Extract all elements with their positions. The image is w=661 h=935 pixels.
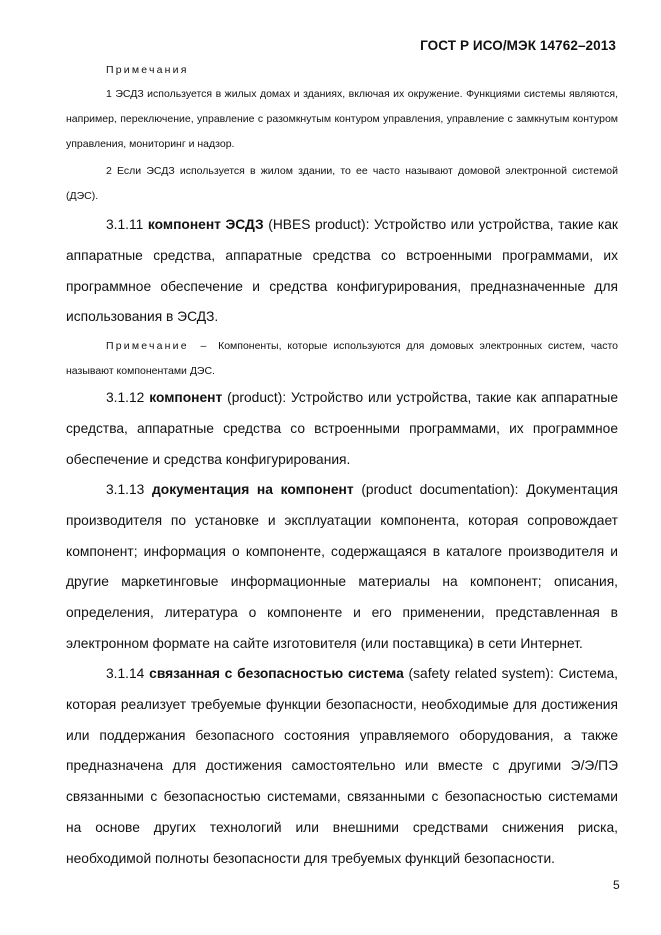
note-label: Примечание bbox=[106, 340, 189, 352]
term-name: компонент bbox=[149, 390, 223, 405]
term-name: связанная с безопасностью система bbox=[149, 666, 404, 681]
term-definition: Документация производителя по установке и эксплуатации компонента, которая сопровождает компонент; информация о компоненте, содержащаяся в каталоге производителя и другие маркетинговые информационные материалы на компонент; описания, определения, литература о компоненте и его применении, представленная в электронном формате на сайте изготовителя (или поставщика) в сети Интернет. bbox=[66, 482, 619, 651]
term-number: 3.1.14 bbox=[106, 666, 145, 681]
page-number: 5 bbox=[613, 878, 620, 892]
term-number: 3.1.13 bbox=[106, 482, 145, 497]
note-2-text: 2 Если ЭСДЗ используется в жилом здании, то ее часто называют домовой электронной системой (ДЭС). bbox=[66, 165, 618, 202]
term-3-1-12 bbox=[66, 383, 618, 475]
note-1-text: 1 ЭСДЗ используется в жилых домах и зданиях, включая их окружение. Функциями системы являются, например, переключение, управление с разомкнутым контуром управления, управление с замкнутым контуром управления, мониторинг и надзор. bbox=[66, 88, 618, 150]
term-english: (HBES product): bbox=[268, 217, 370, 232]
term-english: (product documentation): bbox=[361, 482, 519, 497]
notes-heading-block bbox=[66, 58, 618, 83]
term-definition: Устройство или устройства, такие как аппаратные средства, аппаратные средства со встроенными программами, их программное обеспечение и средства конфигурирования, предназначенные для использования в ЭСДЗ. bbox=[66, 217, 618, 325]
note-text: Компоненты, которые используются для домовых электронных систем, часто называют компонентами ДЭС. bbox=[66, 340, 618, 377]
note-2 bbox=[66, 159, 618, 209]
notes-heading: Примечания bbox=[106, 64, 189, 76]
term-number: 3.1.12 bbox=[106, 390, 145, 405]
note-1 bbox=[66, 82, 618, 157]
term-3-1-13 bbox=[66, 475, 618, 660]
term-english: (safety related system): bbox=[408, 666, 554, 681]
term-definition: Система, которая реализует требуемые функции безопасности, необходимые для достижения или поддержания безопасного состояния управляемого оборудования, а также предназначена для достижения самостоятельно или вместе с другими Э/Э/ПЭ связанными с безопасностью системами, связанными с безопасностью системами на основе других технологий или внешними средствами снижения риска, необходимой полноты безопасности для требуемых функций безопасности. bbox=[66, 666, 618, 866]
term-3-1-11 bbox=[66, 210, 618, 333]
term-name: документация на компонент bbox=[152, 482, 354, 497]
term-english: (product): bbox=[227, 390, 287, 405]
term-name: компонент ЭСДЗ bbox=[147, 217, 264, 232]
term-3-1-14 bbox=[66, 659, 618, 875]
note-dash: – bbox=[200, 340, 207, 352]
note-3-1-11 bbox=[66, 334, 618, 384]
document-code-header: ГОСТ Р ИСО/МЭК 14762–2013 bbox=[420, 38, 616, 53]
term-number: 3.1.11 bbox=[106, 217, 144, 232]
term-definition: Устройство или устройства, такие как аппаратные средства, аппаратные средства со встроенными программами, их программное обеспечение и средства конфигурирования. bbox=[66, 390, 618, 467]
